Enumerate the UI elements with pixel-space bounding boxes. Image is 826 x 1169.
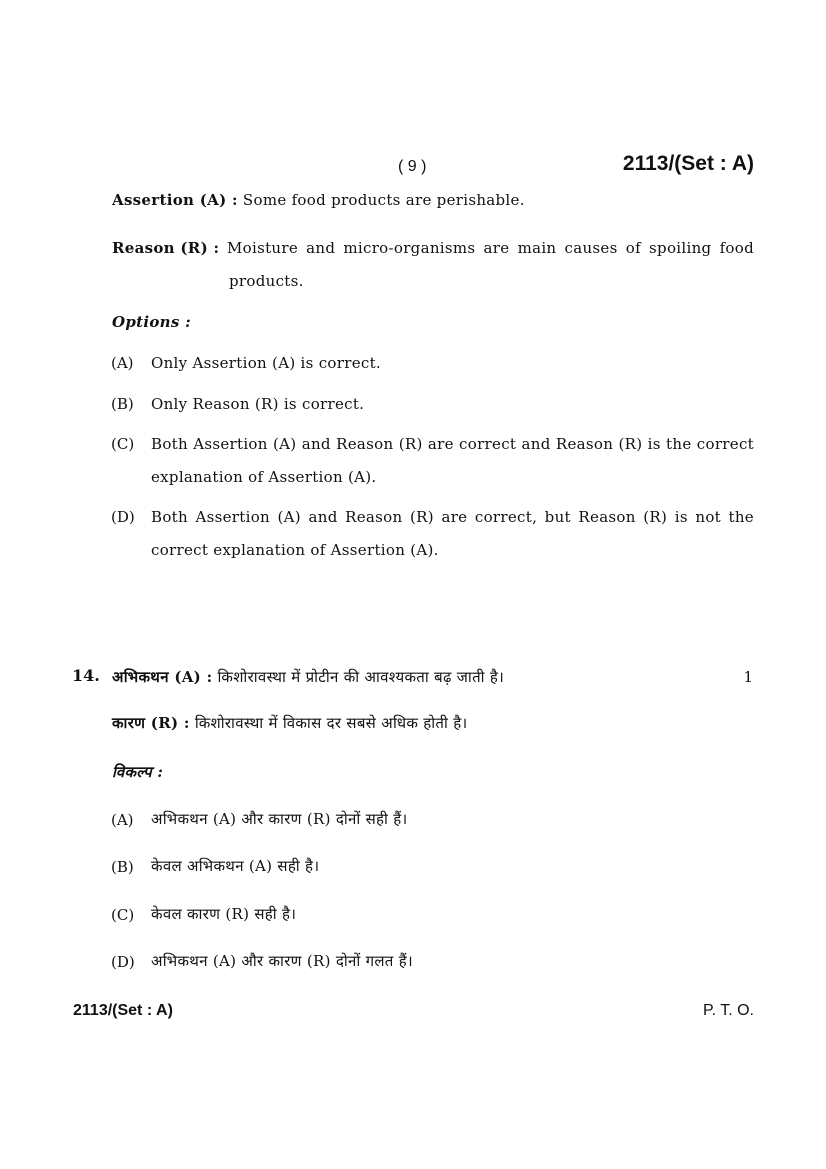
q14-option-d-text: अभिकथन (A) और कारण (R) दोनों गलत हैं। [151, 952, 413, 970]
q14-marks: 1 [743, 668, 753, 686]
q14-option-c-text: केवल कारण (R) सही है। [151, 905, 297, 923]
q14-option-b-text: केवल अभिकथन (A) सही है। [151, 857, 320, 875]
q14-option-a-letter: (A) [111, 811, 134, 829]
q14-option-d-letter: (D) [111, 953, 135, 971]
q13-assertion-label: Assertion (A) : [112, 191, 238, 209]
q13-option-c-letter: (C) [111, 435, 135, 453]
q13-option-d-text-line1: Both Assertion (A) and Reason (R) are correct, but Reason (R) is not the [151, 508, 754, 526]
q13-option-a-text: Only Assertion (A) is correct. [151, 354, 381, 372]
q13-option-d-letter: (D) [111, 508, 135, 526]
q14-reason [112, 713, 467, 733]
q13-option-c-text-line1: Both Assertion (A) and Reason (R) are correct and Reason (R) is the correct [151, 435, 754, 453]
paper-code-header: 2113/(Set : A) [622, 152, 754, 175]
q13-option-b-text: Only Reason (R) is correct. [151, 395, 365, 413]
q13-option-d-text-line2: correct explanation of Assertion (A). [151, 541, 439, 559]
q14-assertion-text: किशोरावस्था में प्रोटीन की आवश्यकता बढ़ जाती है। [217, 668, 505, 686]
paper-code-footer: 2113/(Set : A) [73, 1002, 173, 1019]
q14-option-c-letter: (C) [111, 906, 135, 924]
q13-option-b-letter: (B) [111, 395, 134, 413]
q14-option-a-text: अभिकथन (A) और कारण (R) दोनों सही हैं। [151, 810, 408, 828]
pto-label: P. T. O. [703, 1002, 754, 1019]
q13-reason-text-line2: products. [229, 272, 304, 290]
q13-option-c-text-line2: explanation of Assertion (A). [151, 468, 377, 486]
q13-reason-label: Reason (R) : [112, 239, 220, 257]
q13-assertion [112, 191, 525, 209]
q14-options-label: विकल्प : [112, 763, 164, 781]
q13-option-a-letter: (A) [111, 354, 134, 372]
q14-assertion [112, 667, 504, 687]
q13-options-label: Options : [112, 313, 191, 331]
q14-reason-label: कारण (R) : [112, 714, 190, 732]
q14-number: 14. [72, 666, 100, 685]
q13-assertion-text: Some food products are perishable. [242, 191, 525, 209]
page-number: ( 9 ) [398, 158, 427, 175]
q13-reason-text-line1: Moisture and micro-organisms are main causes of spoiling food [227, 239, 754, 257]
q14-assertion-label: अभिकथन (A) : [112, 668, 213, 686]
q14-reason-text: किशोरावस्था में विकास दर सबसे अधिक होती है। [194, 714, 468, 732]
q14-option-b-letter: (B) [111, 858, 134, 876]
